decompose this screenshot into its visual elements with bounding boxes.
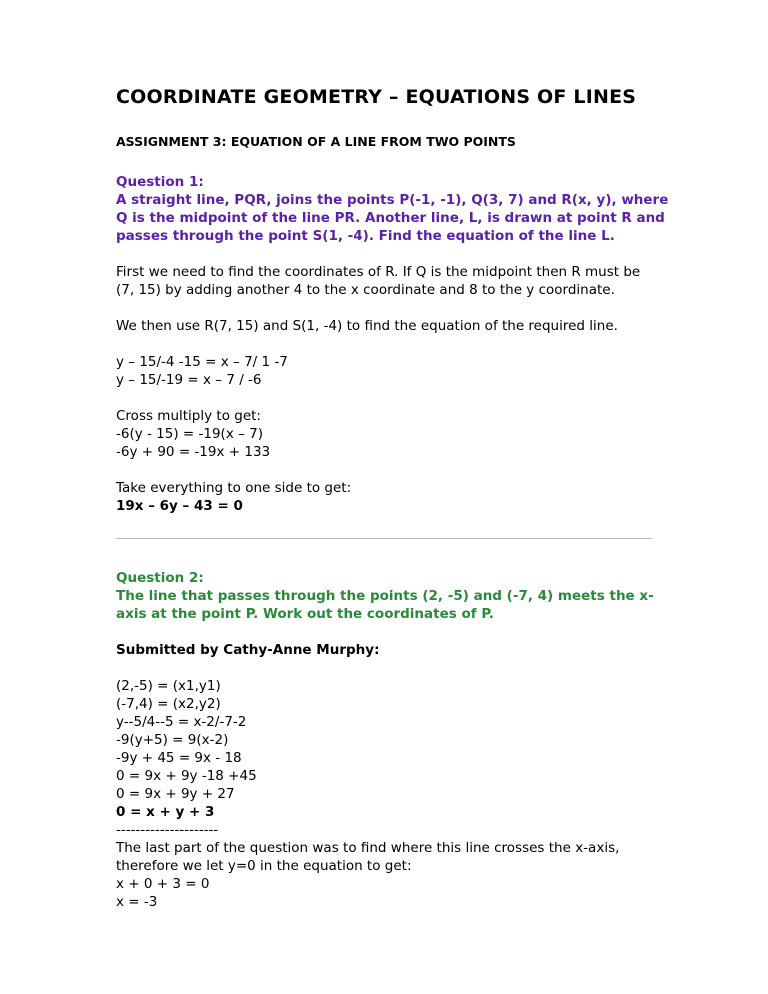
assignment-subtitle: ASSIGNMENT 3: EQUATION OF A LINE FROM TWO POINTS <box>116 134 516 149</box>
q1-equation-line: y – 15/-19 = x – 7 / -6 <box>116 372 262 388</box>
q2-work-line: 0 = 9x + 9y -18 +45 <box>116 768 257 784</box>
q2-result: 0 = x + y + 3 <box>116 804 215 820</box>
q2-work-line: -9y + 45 = 9x - 18 <box>116 750 242 766</box>
q2-work-line: -9(y+5) = 9(x-2) <box>116 732 229 748</box>
q1-cross-multiply-label: Cross multiply to get: <box>116 408 261 424</box>
q2-conclusion-line: x + 0 + 3 = 0 <box>116 876 210 892</box>
question-1-prompt-line: passes through the point S(1, -4). Find the equation of the line L. <box>116 228 615 244</box>
q1-explanation-line: First we need to find the coordinates of R. If Q is the midpoint then R must be <box>116 264 641 280</box>
q2-work-line: (2,-5) = (x1,y1) <box>116 678 221 694</box>
document-title: COORDINATE GEOMETRY – EQUATIONS OF LINES <box>116 86 637 108</box>
question-2-prompt-line: The line that passes through the points (2, -5) and (-7, 4) meets the x- <box>116 588 654 604</box>
question-1-prompt-line: A straight line, PQR, joins the points P(-1, -1), Q(3, 7) and R(x, y), where <box>116 192 669 208</box>
question-1-prompt-line: Q is the midpoint of the line PR. Another line, L, is drawn at point R and <box>116 210 665 226</box>
q2-conclusion-line: therefore we let y=0 in the equation to get: <box>116 858 412 874</box>
q1-cross-line: -6y + 90 = -19x + 133 <box>116 444 271 460</box>
q2-work-line: (-7,4) = (x2,y2) <box>116 696 221 712</box>
q2-conclusion-line: x = -3 <box>116 894 158 910</box>
q2-conclusion-line: The last part of the question was to find where this line crosses the x-axis, <box>116 840 620 856</box>
question-2-label: Question 2: <box>116 570 204 586</box>
q1-cross-line: -6(y - 15) = -19(x – 7) <box>116 426 264 442</box>
q1-final-label: Take everything to one side to get: <box>116 480 352 496</box>
section-divider <box>116 538 652 539</box>
q1-use-points-line: We then use R(7, 15) and S(1, -4) to find the equation of the required line. <box>116 318 618 334</box>
q1-explanation-line: (7, 15) by adding another 4 to the x coordinate and 8 to the y coordinate. <box>116 282 615 298</box>
q2-dash-separator: --------------------- <box>116 822 219 838</box>
q1-equation-line: y – 15/-4 -15 = x – 7/ 1 -7 <box>116 354 288 370</box>
q1-final-answer: 19x – 6y – 43 = 0 <box>116 498 243 514</box>
q2-work-line: 0 = 9x + 9y + 27 <box>116 786 235 802</box>
q2-work-line: y--5/4--5 = x-2/-7-2 <box>116 714 247 730</box>
question-2-prompt-line: axis at the point P. Work out the coordinates of P. <box>116 606 494 622</box>
submitted-by: Submitted by Cathy-Anne Murphy: <box>116 642 380 658</box>
question-1-label: Question 1: <box>116 174 204 190</box>
